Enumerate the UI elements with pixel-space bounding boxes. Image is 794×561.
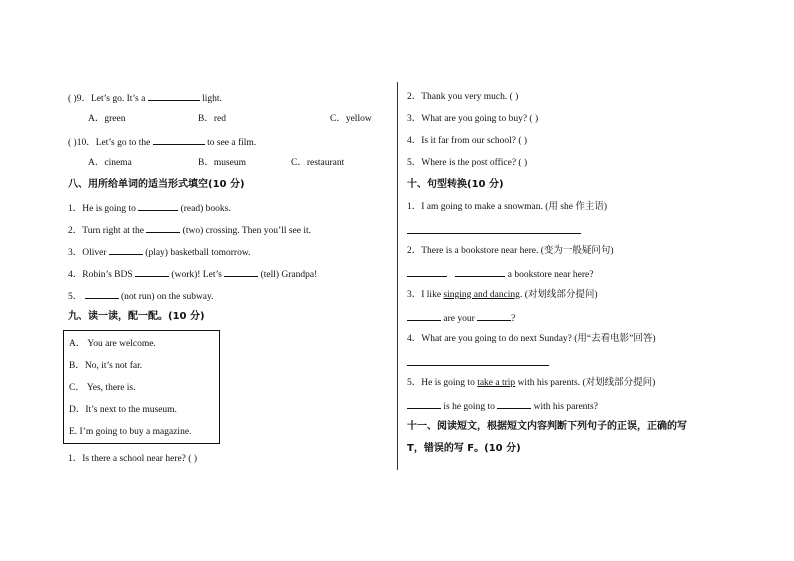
question-9: ( )9．Let’s go. It’s a light. [68,91,222,105]
answer-blank[interactable] [224,267,258,277]
s8-item-1: 1．He is going to (read) books. [68,201,231,215]
answer-line[interactable] [407,365,549,366]
section-11-title-line1: 十一、阅读短文，根据短文内容判断下列句子的正误，正确的写 [407,421,687,432]
answer-line[interactable] [407,233,581,234]
s9-question-4: 4．Is it far from our school? ( ) [407,136,528,146]
s10-item-5: 5．He is going to take a trip with his parents. (对划线部分提问) [407,378,656,388]
answer-blank[interactable] [135,267,169,277]
answer-blank[interactable] [153,135,205,145]
answer-blank[interactable] [138,201,178,211]
section-10-title: 十、句型转换(10 分) [407,179,504,190]
underlined-phrase: take a trip [477,378,516,388]
q9-option-c: C．yellow [330,114,372,124]
s10-item-2: 2．There is a bookstore near here. (变为一般疑问句) [407,246,614,256]
s10-item-2-answer: a bookstore near here? [407,267,593,281]
s10-item-3: 3．I like singing and dancing. (对划线部分提问) [407,290,598,300]
s9-question-5: 5．Where is the post office? ( ) [407,158,528,168]
s8-item-3: 3．Oliver (play) basketball tomorrow. [68,245,250,259]
match-option-a: A． You are welcome. [69,339,156,349]
match-option-b: B．No, it’s not far. [69,361,143,371]
s8-item-5: 5． (not run) on the subway. [68,289,214,303]
s10-item-1: 1．I am going to make a snowman. (用 she 作主语) [407,202,607,212]
s8-item-4: 4．Robin’s BDS (work)! Let’s (tell) Grandpa! [68,267,317,281]
underlined-phrase: singing and dancing [443,290,520,300]
answer-blank[interactable] [85,289,119,299]
column-divider [397,82,398,470]
q10-option-b: B．museum [198,158,247,168]
s10-item-5-answer: is he going to with his parents? [407,399,598,413]
match-option-d: D．It’s next to the museum. [69,405,177,415]
match-option-e: E. I’m going to buy a magazine. [69,427,192,437]
s9-question-1: 1．Is there a school near here? ( ) [68,454,197,464]
answer-blank[interactable] [109,245,143,255]
answer-blank[interactable] [407,399,441,409]
s9-question-2: 2．Thank you very much. ( ) [407,92,519,102]
matching-box [63,330,220,444]
answer-blank[interactable] [477,311,511,321]
section-8-title: 八、用所给单词的适当形式填空(10 分) [68,179,245,190]
s8-item-2: 2．Turn right at the (two) crossing. Then you’ll see it. [68,223,311,237]
q9-option-a: A．green [88,114,126,124]
answer-blank[interactable] [407,267,447,277]
section-11-title-line2: T，错误的写 F。(10 分) [407,443,521,454]
s10-item-4: 4．What are you going to do next Sunday? (用“去看电影”回答) [407,334,656,344]
answer-blank[interactable] [146,223,180,233]
s9-question-3: 3．What are you going to buy? ( ) [407,114,539,124]
s10-item-3-answer: are your ? [407,311,515,325]
q10-option-c: C．restaurant [291,158,345,168]
section-9-title: 九、读一读，配一配。(10 分) [68,311,205,322]
answer-blank[interactable] [497,399,531,409]
question-10: ( )10．Let’s go to the to see a film. [68,135,256,149]
answer-blank[interactable] [455,267,505,277]
q9-option-b: B．red [198,114,226,124]
answer-blank[interactable] [148,91,200,101]
match-option-c: C． Yes, there is. [69,383,136,393]
q10-option-a: A．cinema [88,158,132,168]
answer-blank[interactable] [407,311,441,321]
